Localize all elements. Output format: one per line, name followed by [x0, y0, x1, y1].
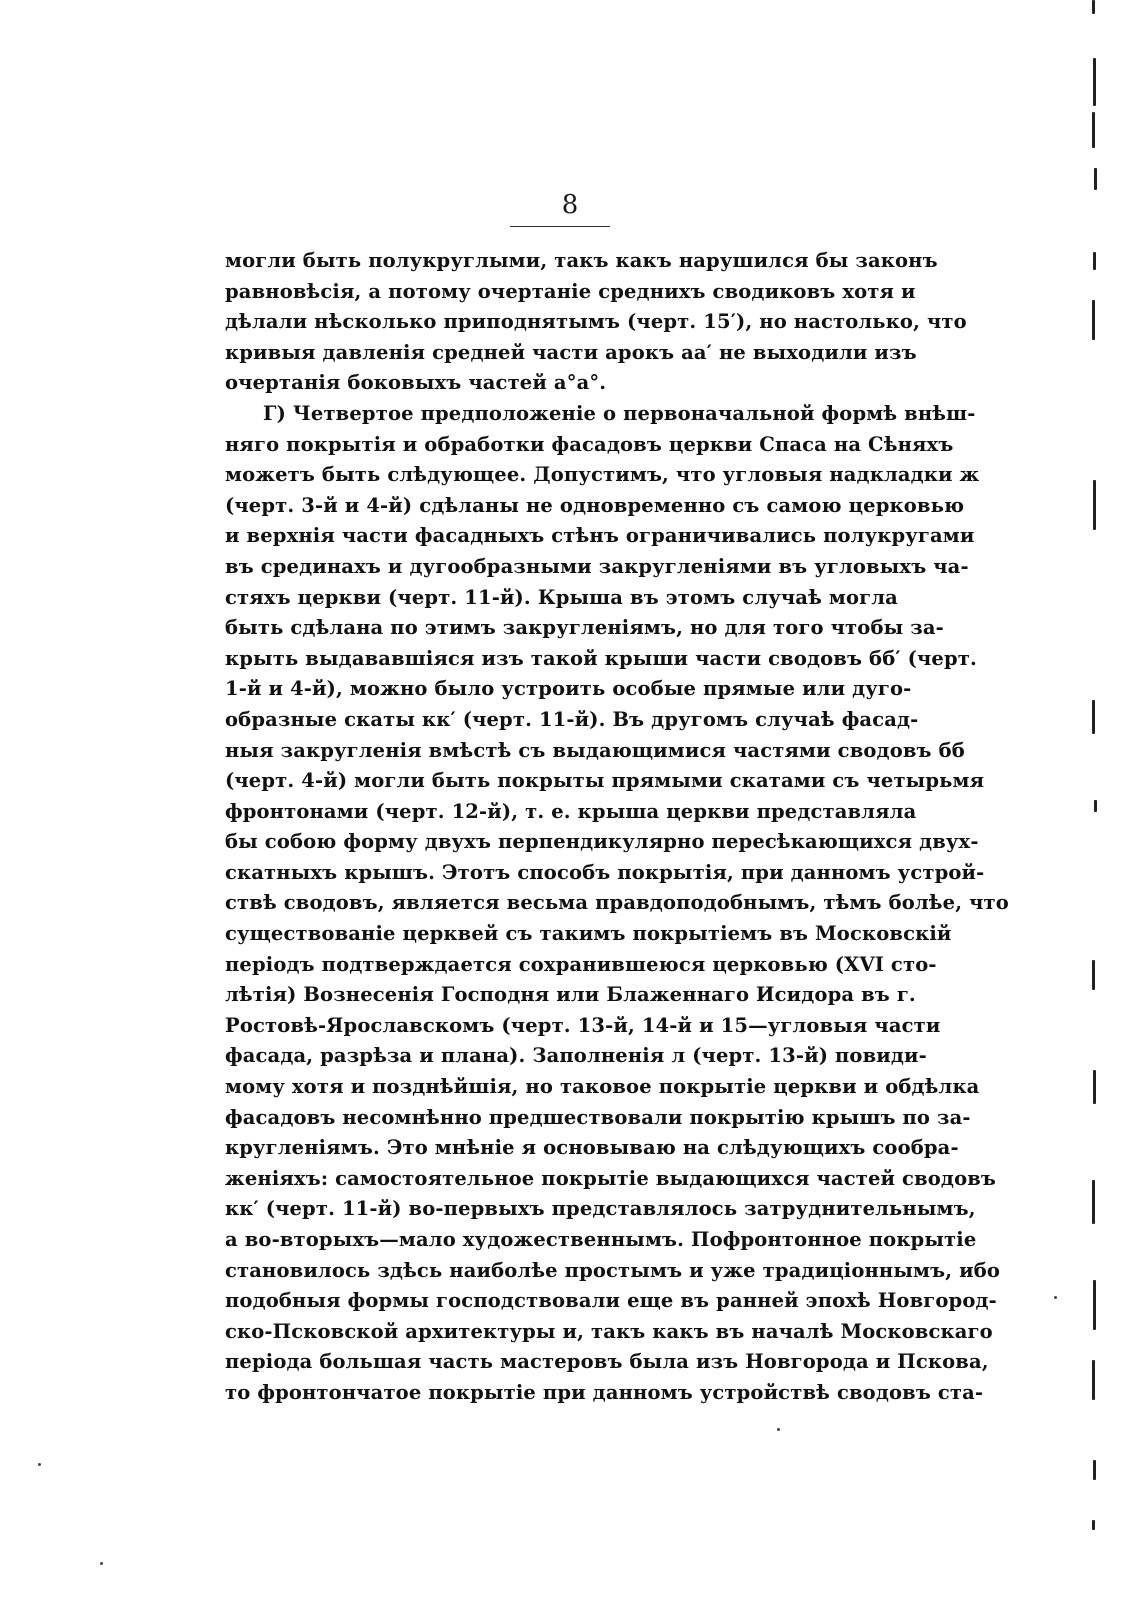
scan-mark — [1093, 480, 1096, 530]
text-line: и верхнія части фасадныхъ стѣнъ ограничивались полукругами — [225, 524, 975, 548]
page-number-rule — [510, 226, 610, 227]
scan-mark — [1093, 1460, 1096, 1480]
text-line: быть сдѣлана по этимъ закругленіямъ, но для того чтобы за- — [225, 616, 944, 640]
scan-mark — [1093, 58, 1096, 106]
text-line: лѣтія) Вознесенія Господня или Блаженнаго Исидора въ г. — [225, 983, 916, 1007]
text-line: кривыя давленія средней части арокъ аа′ не выходили изъ — [225, 340, 917, 364]
scan-mark — [1092, 112, 1095, 148]
text-line: стяхъ церкви (черт. 11-й). Крыша въ этомъ случаѣ могла — [225, 585, 898, 609]
scan-speck — [777, 1428, 780, 1431]
text-line: мому хотя и позднѣйшія, но таковое покрытіе церкви и обдѣлка — [225, 1075, 980, 1099]
text-line: (черт. 4-й) могли быть покрыты прямыми скатами съ четырьмя — [225, 769, 985, 793]
scan-mark — [1092, 960, 1095, 990]
text-line: могли быть полукруглыми, такъ какъ нарушился бы законъ — [225, 249, 938, 272]
text-line: фасада, разрѣза и плана). Заполненія л (черт. 13-й) повиди- — [225, 1044, 927, 1068]
text-line: а во-вторыхъ—мало художественнымъ. Пофронтонное покрытіе — [225, 1228, 977, 1251]
scan-mark — [1092, 1520, 1095, 1530]
text-line: фронтонами (черт. 12-й), т. е. крыша церкви представляла — [225, 799, 917, 823]
scan-mark — [1093, 1070, 1096, 1104]
scan-mark — [1094, 168, 1097, 190]
text-line: становилось здѣсь наиболѣе простымъ и уже традиціоннымъ, ибо — [225, 1258, 1001, 1282]
text-line: подобныя формы господствовали еще въ ранней эпохѣ Новгород- — [225, 1289, 997, 1313]
scan-mark — [1092, 700, 1095, 734]
text-line: бы собою форму двухъ перпендикулярно пересѣкающихся двух- — [225, 830, 979, 854]
text-line: кк′ (черт. 11-й) во-первыхъ представлялось затруднительнымъ, — [225, 1197, 976, 1221]
text-line: ско-Псковской архитектуры и, такъ какъ въ началѣ Московскаго — [225, 1319, 993, 1343]
scan-mark — [1092, 0, 1095, 14]
scan-mark — [1092, 300, 1095, 340]
text-line: дѣлали нѣсколько приподнятымъ (черт. 15′), но настолько, что — [225, 310, 967, 334]
text-line: существованіе церквей съ такимъ покрытіемъ въ Московскій — [225, 922, 952, 946]
text-line: Ростовѣ-Ярославскомъ (черт. 13-й, 14-й и 15—угловыя части — [225, 1013, 941, 1037]
text-line: Г) Четвертое предположеніе о первоначальной формѣ внѣш- — [263, 401, 976, 425]
text-line: ныя закругленія вмѣстѣ съ выдающимися частями сводовъ бб — [225, 738, 965, 762]
scan-speck — [100, 1562, 103, 1565]
scan-mark — [1093, 1280, 1096, 1330]
scan-speck — [38, 1463, 41, 1466]
text-line: женіяхъ: самостоятельное покрытіе выдающихся частей сводовъ — [225, 1166, 997, 1190]
scan-speck — [1054, 1296, 1057, 1299]
text-line: кругленіямъ. Это мнѣніе я основываю на слѣдующихъ сообра- — [225, 1136, 959, 1160]
text-line: скатныхъ крышъ. Этотъ способъ покрытія, при данномъ устрой- — [225, 860, 985, 884]
scan-mark — [1092, 1180, 1095, 1224]
text-line: (черт. 3-й и 4-й) сдѣланы не одновременно съ самою церковью — [225, 493, 965, 517]
text-line: равновѣсія, а потому очертаніе среднихъ сводиковъ хотя и — [225, 279, 916, 303]
body-text — [225, 246, 1009, 1409]
text-line: 1-й и 4-й), можно было устроить особые прямые или дуго- — [225, 677, 912, 701]
text-line: крыть выдававшіяся изъ такой крыши части сводовъ бб′ (черт. — [225, 646, 977, 670]
scan-mark — [1093, 252, 1096, 270]
scan-edge-artifacts — [1092, 0, 1102, 1611]
text-line: ствѣ сводовъ, является весьма правдоподобнымъ, тѣмъ болѣе, что — [225, 891, 1009, 915]
text-line: няго покрытія и обработки фасадовъ церкви Спаса на Сѣняхъ — [225, 432, 954, 456]
scan-mark — [1092, 1360, 1095, 1400]
text-line: очертанія боковыхъ частей а°а°. — [225, 371, 607, 395]
page-number: 8 — [561, 190, 579, 220]
scan-mark — [1094, 800, 1097, 812]
text-line: въ срединахъ и дугообразными закругленіями въ угловыхъ ча- — [225, 554, 969, 578]
text-line: періода большая часть мастеровъ была изъ Новгорода и Пскова, — [225, 1350, 989, 1374]
text-line: образные скаты кк′ (черт. 11-й). Въ другомъ случаѣ фасад- — [225, 707, 919, 731]
text-line: фасадовъ несомнѣнно предшествовали покрытію крышъ по за- — [225, 1105, 971, 1129]
text-line: можетъ быть слѣдующее. Допустимъ, что угловыя надкладки ж — [225, 463, 980, 487]
text-line: періодъ подтверждается сохранившеюся церковью (XVI сто- — [225, 952, 937, 976]
text-line: то фронтончатое покрытіе при данномъ устройствѣ сводовъ ста- — [225, 1380, 984, 1404]
